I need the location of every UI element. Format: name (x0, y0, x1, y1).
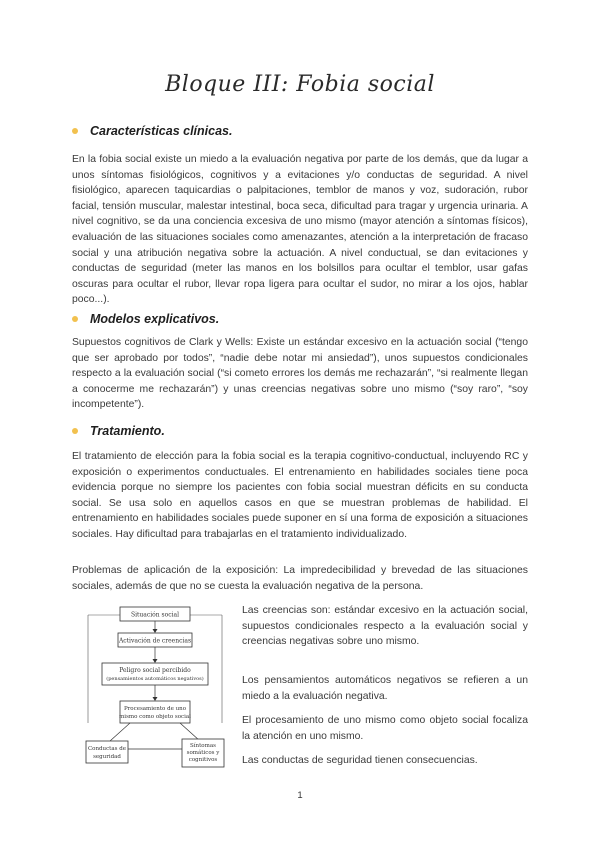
section-heading-models (90, 312, 219, 326)
box-somatic-symptoms-sublabel: somáticos y (186, 750, 220, 756)
right-paragraph-self-processing: El procesamiento de uno mismo como objeto social focaliza la atención en uno mismo. (242, 715, 528, 742)
right-paragraph-automatic-thoughts: Los pensamientos automáticos negativos se refieren a un miedo a la evaluación negativa. (242, 675, 528, 702)
section-heading-text: Características clínicas. (90, 124, 233, 138)
bullet-icon (72, 316, 78, 322)
section-heading-treatment (90, 424, 165, 438)
page-number: 1 (297, 790, 303, 801)
box-self-processing-sublabel: mismo como objeto social (119, 714, 191, 720)
box-somatic-symptoms-label: Síntomas (190, 743, 216, 749)
arrow-head (153, 697, 158, 701)
box-social-situation-label: Situación social (130, 611, 180, 619)
bullet-icon (72, 128, 78, 134)
arrow-line (110, 723, 130, 741)
box-safety-behaviors-label: Conductas de (87, 746, 127, 752)
arrow-head (153, 659, 158, 663)
box-perceived-social-danger-sublabel: (pensamientos automáticos negativos) (106, 676, 204, 682)
page-title: Bloque III: Fobia social (165, 72, 435, 97)
box-belief-activation-label: Activación de creencias (118, 637, 192, 645)
paragraph-models: Supuestos cognitivos de Clark y Wells: Existe un estándar excesivo en la actuación social (“tengo que ser aprobado por todos”, “nadie debe notar mi ansiedad”), unos supuestos condicionales respecto a la evaluación social (“si cometo errores los demás me rechazarán”, “si realmente llegan a conocerme me rechazarán”) y unas creencias negativas sobre uno mismo (“soy raro”, “soy incompetente”). (72, 337, 528, 411)
box-somatic-symptoms-sublabel-2: cognitivos (188, 757, 218, 763)
section-heading-text: Modelos explicativos. (90, 312, 220, 326)
bullet-icon (72, 428, 78, 434)
right-paragraph-safety-behaviors: Las conductas de seguridad tienen consecuencias. (242, 755, 478, 766)
box-self-processing-label: Procesamiento de uno (123, 706, 187, 712)
paragraph-treatment: El tratamiento de elección para la fobia social es la terapia cognitivo-conductual, incluyendo RC y exposición o experimentos conductuales. El entrenamiento en habilidades sociales tiene poca evidencia porque no siempre los pacientes con fobia social muestran déficits en su conducta social. Se usa solo en aquellos casos en que se muestran problemas de habilidad. El entrenamiento en habilidades sociales puede suponer en sí una forma de exposición a situaciones sociales. Hay dificultad para trabajarlas en el tratamiento individualizado. (72, 451, 528, 540)
arrow-line (180, 723, 200, 741)
box-perceived-social-danger-label: Peligro social percibido (119, 667, 191, 674)
arrow-head (153, 629, 158, 633)
right-paragraph-beliefs: Las creencias son: estándar excesivo en la actuación social, supuestos condicionales respecto a la evaluación social y creencias negativas sobre uno mismo. (242, 605, 528, 648)
section-heading-text: Tratamiento. (90, 424, 165, 438)
paragraph-exposure-problems: Problemas de aplicación de la exposición: La impredecibilidad y brevedad de las situaciones sociales, además de que no se cuesta la evaluación negativa de la persona. (72, 565, 528, 592)
paragraph-clinical: En la fobia social existe un miedo a la evaluación negativa por parte de los demás, que da lugar a unos síntomas fisiológicos, cognitivos y a evitaciones y/o conductas de seguridad. A nivel fisiológico, aparecen taquicardias o palpitaciones, temblor de manos y voz, sudoración, rubor facial, tensión muscular, malestar intestinal, boca seca, dificultad para tragar y urgencia urinaria. A nivel cognitivo, se da una conciencia excesiva de uno mismo (mayor atención a síntomas físicos), evaluación de las situaciones sociales como amenazantes, atención a la interpretación de fracaso social y una atribución negativa sobre la actuación. A nivel conductual, se dan evitaciones y conductas de seguridad (meter las manos en los bolsillos para ocultar el temblor, usar gafas oscuras para ocultar el rubor, llevar ropa ligera para ocultar el sudor, no mirar a los ojos, hablar poco...). (72, 154, 528, 306)
clark-wells-model-diagram (80, 603, 230, 768)
section-heading-clinical (90, 124, 232, 138)
box-safety-behaviors-sublabel: seguridad (93, 754, 121, 760)
